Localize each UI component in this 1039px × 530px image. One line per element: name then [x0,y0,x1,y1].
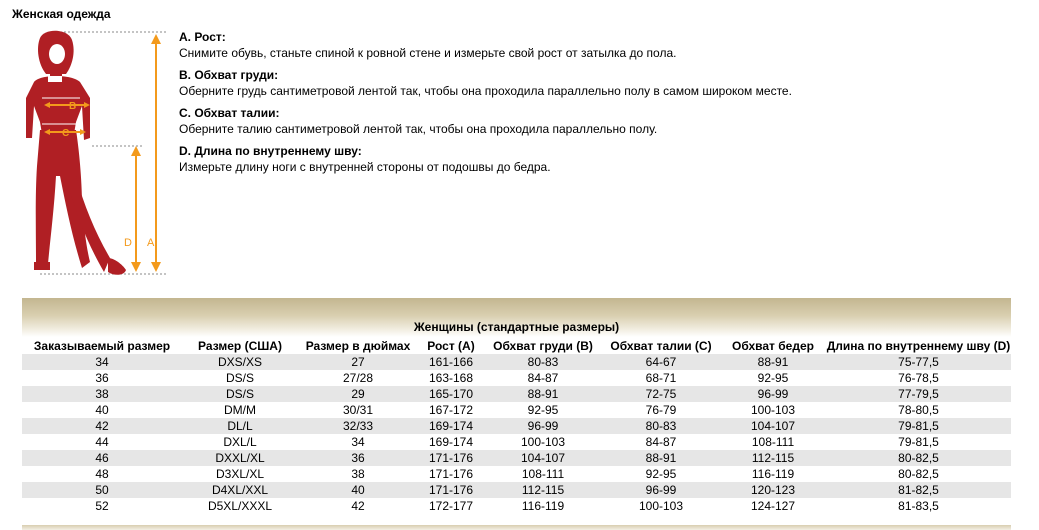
table-cell: 78-80,5 [826,402,1011,418]
table-cell: 171-176 [418,466,484,482]
table-cell: 34 [22,354,182,370]
table-cell: 77-79,5 [826,386,1011,402]
instruction-chest [179,67,792,99]
table-cell: 172-177 [418,498,484,514]
measurement-instructions [179,29,792,181]
table-cell: 88-91 [484,386,602,402]
table-cell: 64-67 [602,354,720,370]
label-d: D [124,237,132,249]
table-cell: DL/L [182,418,298,434]
table-cell: 40 [298,482,418,498]
table-cell: 76-79 [602,402,720,418]
table-cell: 80-83 [484,354,602,370]
label-c: C [62,128,70,139]
table-cell: 81-82,5 [826,482,1011,498]
table-cell: 96-99 [484,418,602,434]
table-cell: 40 [22,402,182,418]
instruction-title: A. Рост: [179,30,226,44]
table-row [22,370,1011,386]
table-cell: 163-168 [418,370,484,386]
table-cell: 42 [22,418,182,434]
table-cell: 34 [298,434,418,450]
table-row [22,466,1011,482]
instruction-text: Снимите обувь, станьте спиной к ровной стене и измерьте свой рост от затылка до пола. [179,46,677,60]
table-cell: 48 [22,466,182,482]
table-cell: 84-87 [602,434,720,450]
bottom-divider [22,525,1011,530]
table-row [22,354,1011,370]
table-cell: DM/M [182,402,298,418]
table-cell: DXS/XS [182,354,298,370]
column-header: Обхват груди (B) [493,338,593,353]
table-cell: 50 [22,482,182,498]
label-a: A [147,237,155,249]
table-cell: 167-172 [418,402,484,418]
table-row [22,418,1011,434]
column-header: Размер в дюймах [305,338,411,353]
table-cell: 108-111 [484,466,602,482]
table-cell: DXL/L [182,434,298,450]
instruction-waist [179,105,792,137]
table-cell: 46 [22,450,182,466]
size-table-body [22,354,1011,514]
table-cell: 96-99 [602,482,720,498]
table-cell: 79-81,5 [826,418,1011,434]
table-cell: 72-75 [602,386,720,402]
table-cell: D3XL/XL [182,466,298,482]
instruction-title: D. Длина по внутреннему шву: [179,144,362,158]
table-cell: DS/S [182,370,298,386]
table-cell: 38 [298,466,418,482]
table-cell: 27 [298,354,418,370]
table-cell: 120-123 [720,482,826,498]
table-cell: D5XL/XXXL [182,498,298,514]
table-cell: 171-176 [418,482,484,498]
instruction-text: Оберните талию сантиметровой лентой так, чтобы она проходила параллельно полу. [179,122,658,136]
table-cell: 165-170 [418,386,484,402]
size-table-section [22,298,1011,514]
table-cell: 44 [22,434,182,450]
table-cell: 116-119 [720,466,826,482]
table-row [22,482,1011,498]
table-cell: 92-95 [602,466,720,482]
table-cell: 104-107 [484,450,602,466]
page-title: Женская одежда [12,7,111,21]
table-cell: 42 [298,498,418,514]
table-cell: 171-176 [418,450,484,466]
table-cell: 36 [22,370,182,386]
label-b: B [69,101,77,112]
column-header: Заказываемый размер [33,338,171,353]
table-row [22,402,1011,418]
table-cell: 27/28 [298,370,418,386]
table-cell: 84-87 [484,370,602,386]
instruction-title: B. Обхват груди: [179,68,279,82]
table-cell: 100-103 [602,498,720,514]
table-cell: 161-166 [418,354,484,370]
table-cell: 112-115 [720,450,826,466]
column-header: Обхват талии (C) [610,338,712,353]
table-row [22,386,1011,402]
size-table-title: Женщины (стандартные размеры) [22,298,1011,337]
table-cell: 76-78,5 [826,370,1011,386]
table-cell: 169-174 [418,418,484,434]
table-cell: 169-174 [418,434,484,450]
instruction-inseam [179,143,792,175]
instruction-text: Измерьте длину ноги с внутренней стороны от подошвы до бедра. [179,160,551,174]
instruction-height [179,29,792,61]
column-header: Размер (США) [198,338,282,353]
woman-silhouette [26,31,126,275]
table-cell: 92-95 [484,402,602,418]
table-cell: DXXL/XL [182,450,298,466]
table-row [22,450,1011,466]
column-header: Обхват бедер [732,338,814,353]
table-cell: 104-107 [720,418,826,434]
size-table [22,337,1011,514]
table-cell: 32/33 [298,418,418,434]
table-cell: 52 [22,498,182,514]
table-cell: 92-95 [720,370,826,386]
table-cell: 116-119 [484,498,602,514]
table-cell: 36 [298,450,418,466]
table-cell: D4XL/XXL [182,482,298,498]
table-row [22,434,1011,450]
table-cell: 112-115 [484,482,602,498]
table-cell: 75-77,5 [826,354,1011,370]
table-cell: 100-103 [484,434,602,450]
instruction-text: Оберните грудь сантиметровой лентой так, чтобы она проходила параллельно полу в самом широком месте. [179,84,792,98]
inseam-measure-arrow [131,146,141,272]
table-cell: 80-82,5 [826,466,1011,482]
table-cell: 124-127 [720,498,826,514]
column-header: Длина по внутреннему шву (D) [826,338,1011,353]
woman-measurement-figure [20,26,170,284]
table-cell: 29 [298,386,418,402]
table-row [22,498,1011,514]
table-cell: 80-82,5 [826,450,1011,466]
table-cell: DS/S [182,386,298,402]
table-cell: 88-91 [602,450,720,466]
table-cell: 30/31 [298,402,418,418]
column-header: Рост (A) [427,338,475,353]
table-cell: 81-83,5 [826,498,1011,514]
table-cell: 79-81,5 [826,434,1011,450]
table-cell: 96-99 [720,386,826,402]
table-header-row [22,337,1011,354]
table-cell: 100-103 [720,402,826,418]
table-cell: 88-91 [720,354,826,370]
table-cell: 108-111 [720,434,826,450]
table-cell: 38 [22,386,182,402]
instruction-title: C. Обхват талии: [179,106,280,120]
table-cell: 80-83 [602,418,720,434]
table-cell: 68-71 [602,370,720,386]
